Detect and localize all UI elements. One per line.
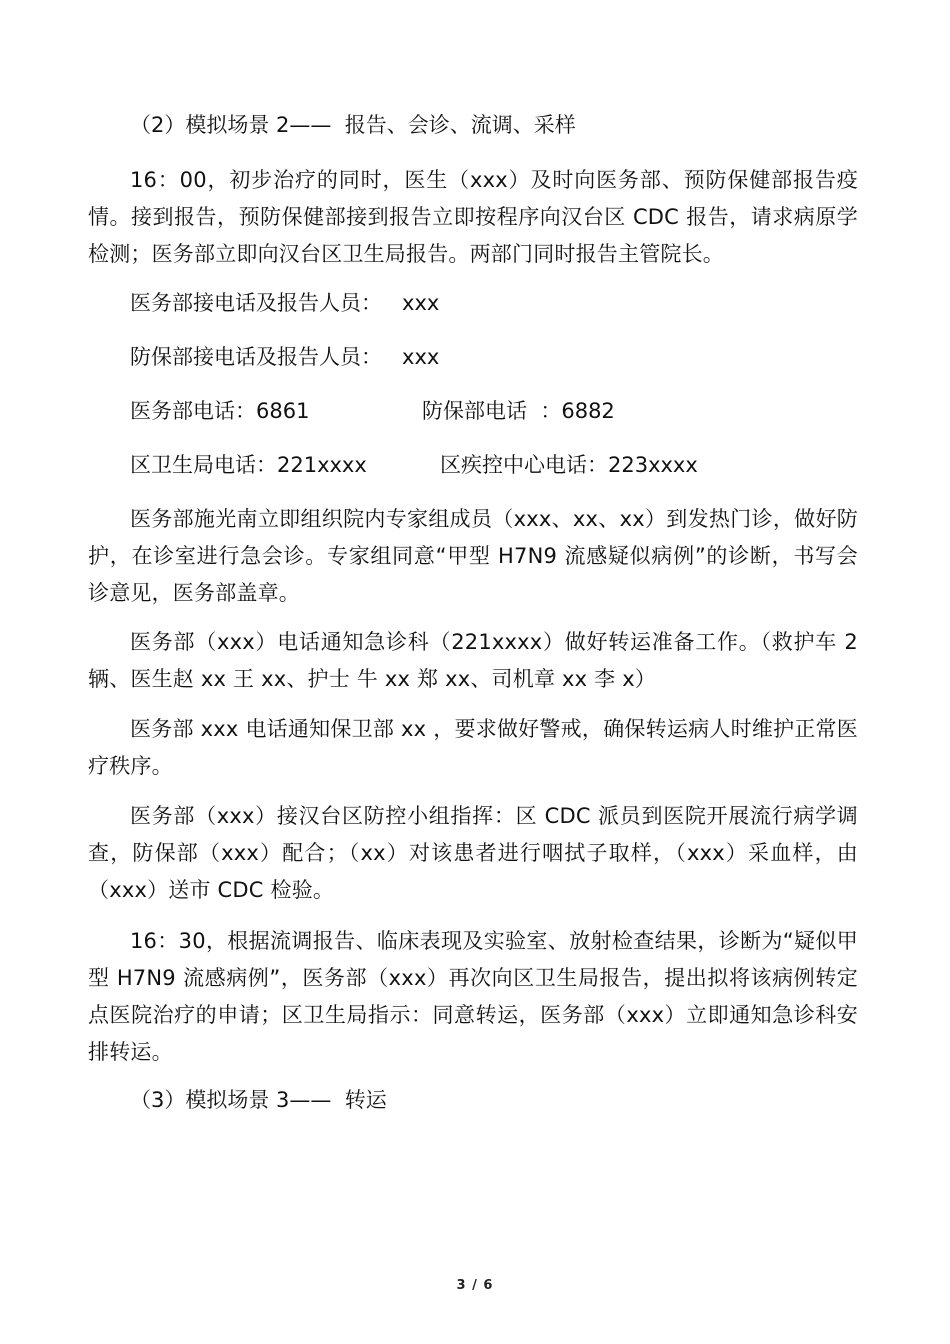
phone-district-health-bureau: 区卫生局电话：221xxxx: [130, 453, 367, 477]
paragraph-diagnosis-1630: 16：30，根据流调报告、临床表现及实验室、放射检查结果，诊断为“疑似甲型 H7N9 流感病例”，医务部（xxx）再次向区卫生局报告，提出拟将该病例转定点医院治疗的申请；区卫生局指示：同意转运，医务部（xxx）立即通知急诊科安排转运。: [88, 929, 858, 1064]
paragraph-report-1600: 16：00，初步治疗的同时，医生（xxx）及时向医务部、预防保健部报告疫情。接到报告，预防保健部接到报告立即按程序向汉台区 CDC 报告，请求病原学检测；医务部立即向汉台区卫生局报告。两部门同时报告主管院长。: [88, 168, 858, 266]
paragraph-expert-consultation: 医务部施光南立即组织院内专家组成员（xxx、xx、xx）到发热门诊，做好防护，在诊室进行急会诊。专家组同意“甲型 H7N9 流感疑似病例”的诊断，书写会诊意见，医务部盖章。: [88, 507, 858, 605]
section-heading-scene-3: （3）模拟场景 3—— 转运: [130, 1088, 387, 1112]
paragraph-transfer-preparation: 医务部（xxx）电话通知急诊科（221xxxx）做好转运准备工作。（救护车 2 辆、医生赵 xx 王 xx、护士 牛 xx 郑 xx、司机章 xx 李 x）: [88, 630, 858, 691]
paragraph-epidemiology-sampling: 医务部（xxx）接汉台区防控小组指挥：区 CDC 派员到医院开展流行病学调查，防保部（xxx）配合；（xx）对该患者进行咽拭子取样，（xxx）采血样，由（xxx）送市 CDC 检验。: [88, 804, 858, 902]
contact-yiwu-reporter: 医务部接电话及报告人员： xxx: [130, 291, 440, 315]
phone-district-cdc: 区疾控中心电话：223xxxx: [440, 453, 698, 477]
page-number: 3 / 6: [456, 1278, 494, 1293]
phone-fangbao: 防保部电话 ：6882: [422, 399, 615, 423]
paragraph-security-notice: 医务部 xxx 电话通知保卫部 xx ，要求做好警戒，确保转运病人时维护正常医疗秩序。: [88, 717, 858, 778]
contact-fangbao-reporter: 防保部接电话及报告人员： xxx: [130, 345, 440, 369]
section-heading-scene-2: （2）模拟场景 2—— 报告、会诊、流调、采样: [130, 113, 576, 137]
phone-yiwu: 医务部电话：6861: [130, 399, 310, 423]
